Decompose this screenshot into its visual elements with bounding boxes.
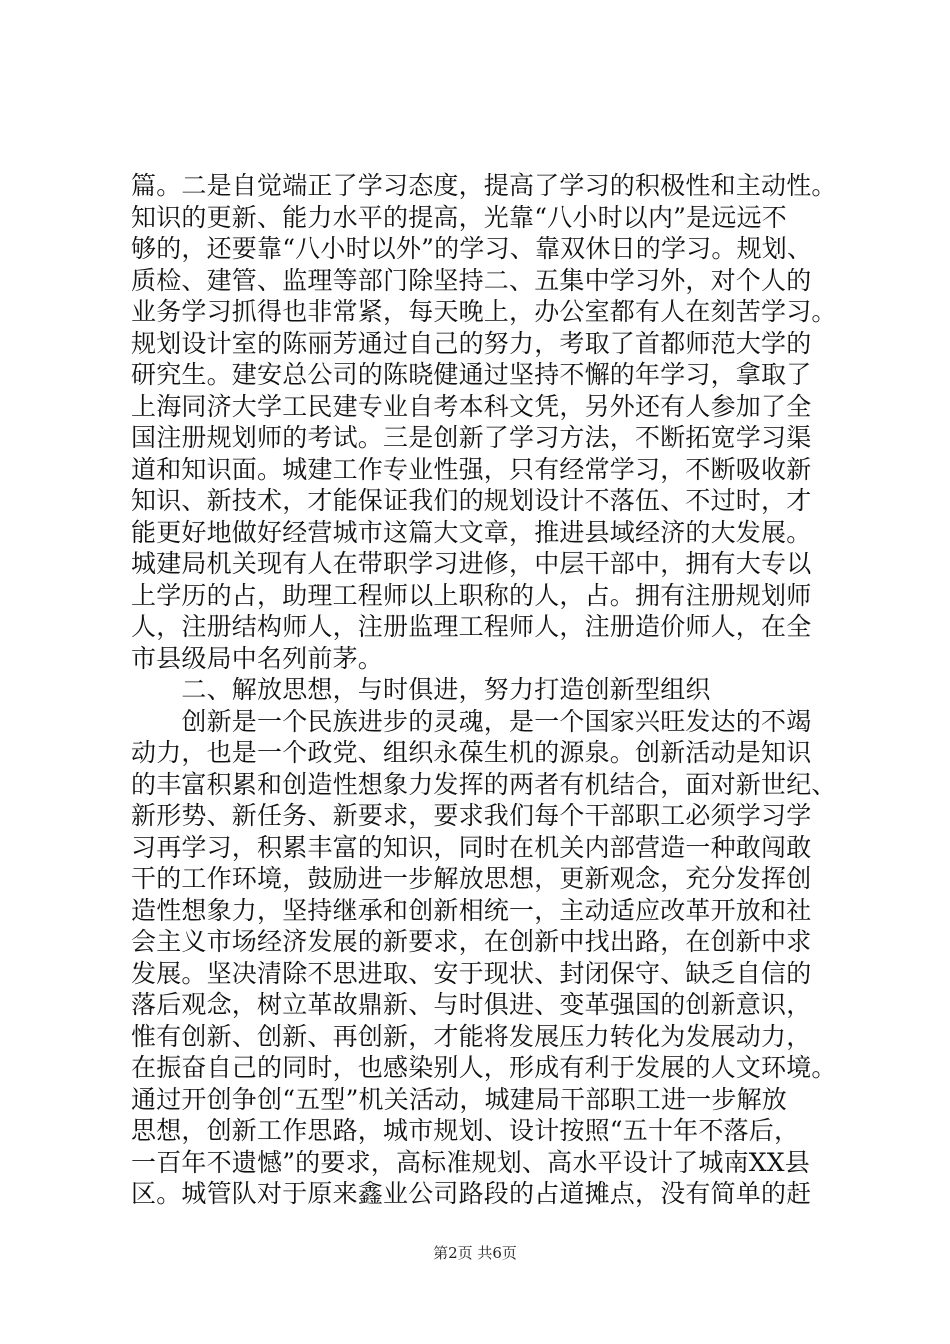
text-line: 人，注册结构师人，注册监理工程师人，注册造价师人，在全 <box>131 612 812 641</box>
text-line: 会主义市场经济发展的新要求，在创新中找出路，在创新中求 <box>131 927 812 956</box>
text-line: 篇。二是自觉端正了学习态度，提高了学习的积极性和主动性。 <box>131 171 837 200</box>
text-line: 思想，创新工作思路，城市规划、设计按照“五十年不落后， <box>131 1116 800 1145</box>
text-line: 动力，也是一个政党、组织永葆生机的源泉。创新活动是知识 <box>131 738 812 767</box>
section-heading: 二、解放思想，与时俱进，努力打造创新型组织 <box>131 675 711 704</box>
text-line: 落后观念，树立革故鼎新、与时俱进、变革强国的创新意识， <box>131 990 812 1019</box>
text-line: 国注册规划师的考试。三是创新了学习方法，不断拓宽学习渠 <box>131 423 812 452</box>
text-line: 创新是一个民族进步的灵魂，是一个国家兴旺发达的不竭 <box>131 706 812 736</box>
text-line: 惟有创新、创新、再创新，才能将发展压力转化为发展动力， <box>131 1021 812 1051</box>
text-line: 通过开创争创“五型”机关活动，城建局干部职工进一步解放 <box>131 1084 787 1114</box>
text-line: 发展。坚决清除不思进取、安于现状、封闭保守、缺乏自信的 <box>131 958 812 988</box>
text-line: 业务学习抓得也非常紧，每天晚上，办公室都有人在刻苦学习。 <box>131 297 837 326</box>
text-line: 造性想象力，坚持继承和创新相统一，主动适应改革开放和社 <box>131 895 812 925</box>
text-line: 道和知识面。城建工作专业性强，只有经常学习，不断吸收新 <box>131 454 812 484</box>
text-line: 质检、建管、监理等部门除坚持二、五集中学习外，对个人的 <box>131 265 812 295</box>
text-line: 上学历的占，助理工程师以上职称的人，占。拥有注册规划师 <box>131 580 812 610</box>
text-line: 研究生。建安总公司的陈晓健通过坚持不懈的年学习，拿取了 <box>131 360 812 389</box>
text-line: 规划设计室的陈丽芳通过自己的努力，考取了首都师范大学的 <box>131 328 812 358</box>
text-line: 市县级局中名列前茅。 <box>131 643 384 673</box>
text-line: 知识、新技术，才能保证我们的规划设计不落伍、不过时，才 <box>131 486 812 515</box>
text-line: 干的工作环境，鼓励进一步解放思想，更新观念，充分发挥创 <box>131 864 812 893</box>
text-line: 城建局机关现有人在带职学习进修，中层干部中，拥有大专以 <box>131 549 812 578</box>
text-line: 上海同济大学工民建专业自考本科文凭，另外还有人参加了全 <box>131 391 812 421</box>
text-line: 能更好地做好经营城市这篇大文章，推进县域经济的大发展。 <box>131 517 812 547</box>
text-line: 的丰富积累和创造性想象力发挥的两者有机结合，面对新世纪、 <box>131 769 837 799</box>
text-line: 够的，还要靠“八小时以外”的学习、靠双休日的学习。规划、 <box>131 234 813 263</box>
text-line: 一百年不遗憾”的要求，高标准规划、高水平设计了城南XX县 <box>131 1147 810 1177</box>
text-line: 习再学习，积累丰富的知识，同时在机关内部营造一种敢闯敢 <box>131 832 812 862</box>
text-line: 知识的更新、能力水平的提高，光靠“八小时以内”是远远不 <box>131 202 787 232</box>
text-line: 区。城管队对于原来鑫业公司路段的占道摊点，没有简单的赶 <box>131 1179 812 1208</box>
text-line: 在振奋自己的同时，也感染别人，形成有利于发展的人文环境。 <box>131 1053 837 1082</box>
page-footer: 第2页 共6页 <box>433 1244 517 1262</box>
body-text <box>131 170 851 1210</box>
text-line: 新形势、新任务、新要求，要求我们每个干部职工必须学习学 <box>131 801 812 830</box>
